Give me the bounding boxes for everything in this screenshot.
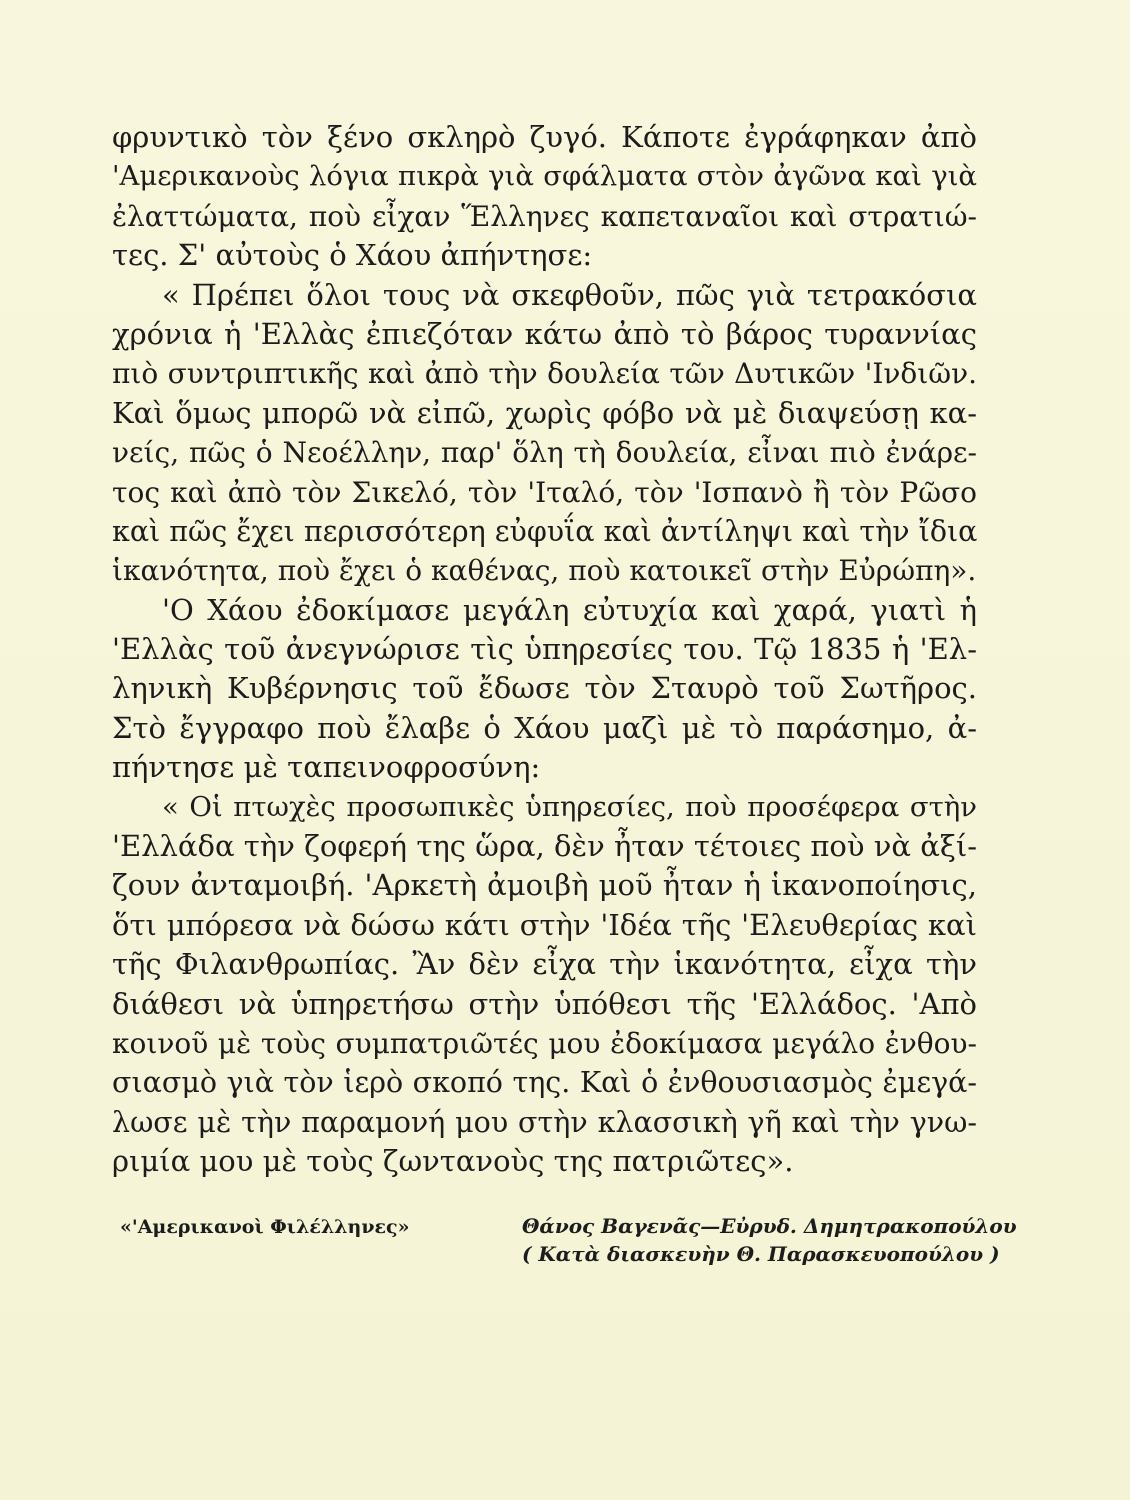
text-line: ριμία μου μὲ τοὺς ζωντανοὺς της πατριῶτες». <box>112 1144 794 1179</box>
text-line: πήντησε μὲ ταπεινοφροσύνη: <box>112 750 541 785</box>
text-line: Καὶ ὅμως μπορῶ νὰ εἰπῶ, χωρὶς φόβο νὰ μὲ διαψεύσῃ κα- <box>112 395 977 430</box>
text-line: 'Αμερικανοὺς λόγια πικρὰ γιὰ σφάλματα στὸν ἀγῶνα καὶ γιὰ <box>112 160 977 193</box>
text-line: ἱκανότητα, ποὺ ἔχει ὁ καθένας, ποὺ κατοικεῖ στὴν Εὐρώπη». <box>112 554 977 588</box>
text-line: φρυντικὸ τὸν ξένο σκληρὸ ζυγό. Κάποτε ἐγράφηκαν ἀπὸ <box>112 120 977 154</box>
text-line: « Οἱ πτωχὲς προσωπικὲς ὑπηρεσίες, ποὺ προσέφερα στὴν <box>162 790 977 823</box>
text-line: καὶ πῶς ἔχει περισσότερη εὐφυΐα καὶ ἀντίληψι καὶ τὴν ἴδια <box>112 514 977 548</box>
authors: Θάνος Βαγενᾶς—Εὐρυδ. Δημητρακοπούλου <box>522 1214 1017 1238</box>
text-line: νείς, πῶς ὁ Νεοέλλην, παρ' ὅλη τὴ δουλεία, εἶναι πιὸ ἐνάρε- <box>112 436 977 470</box>
text-line: τῆς Φιλανθρωπίας. Ἂν δὲν εἶχα τὴν ἱκανότητα, εἶχα τὴν <box>112 947 977 982</box>
author-credit <box>522 1212 1017 1268</box>
text-line: τες. Σ' αὐτοὺς ὁ Χάου ἀπήντησε: <box>112 238 593 273</box>
text-line: « Πρέπει ὅλοι τους νὰ σκεφθοῦν, πῶς γιὰ τετρακόσια <box>162 277 977 312</box>
text-line: ζουν ἀνταμοιβή. 'Αρκετὴ ἀμοιβὴ μοῦ ἦταν ἡ ἱκανοποίησις, <box>112 868 977 903</box>
text-line: 'Ο Χάου ἐδοκίμασε μεγάλη εὐτυχία καὶ χαρά, γιατὶ ἡ <box>162 592 977 627</box>
text-line: διάθεσι νὰ ὑπηρετήσω στὴν ὑπόθεσι τῆς 'Ελλάδος. 'Απὸ <box>112 986 977 1021</box>
text-line: τος καὶ ἀπὸ τὸν Σικελό, τὸν 'Ιταλό, τὸν 'Ισπανὸ ἢ τὸν Ρῶσο <box>112 475 977 509</box>
text-line: σιασμὸ γιὰ τὸν ἱερὸ σκοπό της. Καὶ ὁ ἐνθουσιασμὸς ἐμεγά- <box>112 1066 977 1100</box>
text-line: Στὸ ἔγγραφο ποὺ ἔλαβε ὁ Χάου μαζὶ μὲ τὸ παράσημο, ἀ- <box>112 710 977 745</box>
text-line: 'Ελλὰς τοῦ ἀνεγνώρισε τὶς ὑπηρεσίες του. Τῷ 1835 ἡ 'Ελ- <box>112 632 977 667</box>
text-line: ὅτι μπόρεσα νὰ δώσω κάτι στὴν 'Ιδέα τῆς 'Ελευθερίας καὶ <box>112 907 977 942</box>
text-line: λωσε μὲ τὴν παραμονή μου στὴν κλασσικὴ γῆ καὶ τὴν γνω- <box>112 1105 977 1139</box>
text-line: κοινοῦ μὲ τοὺς συμπατριῶτές μου ἐδοκίμασα μεγάλο ἐνθου- <box>112 1026 977 1060</box>
text-line: ληνικὴ Κυβέρνησις τοῦ ἔδωσε τὸν Σταυρὸ τοῦ Σωτῆρος. <box>112 671 977 706</box>
source-title: «'Αμερικανοὶ Φιλέλληνες» <box>120 1216 410 1238</box>
text-line: χρόνια ἡ 'Ελλὰς ἐπιεζόταν κάτω ἀπὸ τὸ βάρος τυραννίας <box>112 316 977 351</box>
body-text <box>112 118 977 1182</box>
text-line: πιὸ συντριπτικῆς καὶ ἀπὸ τὴν δουλεία τῶν Δυτικῶν 'Ινδιῶν. <box>112 357 977 391</box>
text-line: 'Ελλάδα τὴν ζοφερή της ὥρα, δὲν ἦταν τέτοιες ποὺ νὰ ἀξί- <box>112 829 977 864</box>
adaptation-note: ( Κατὰ διασκευὴν Θ. Παρασκευοπούλου ) <box>522 1242 1000 1266</box>
text-line: ἐλαττώματα, ποὺ εἶχαν Ἕλληνες καπεταναῖοι καὶ στρατιώ- <box>112 199 977 233</box>
